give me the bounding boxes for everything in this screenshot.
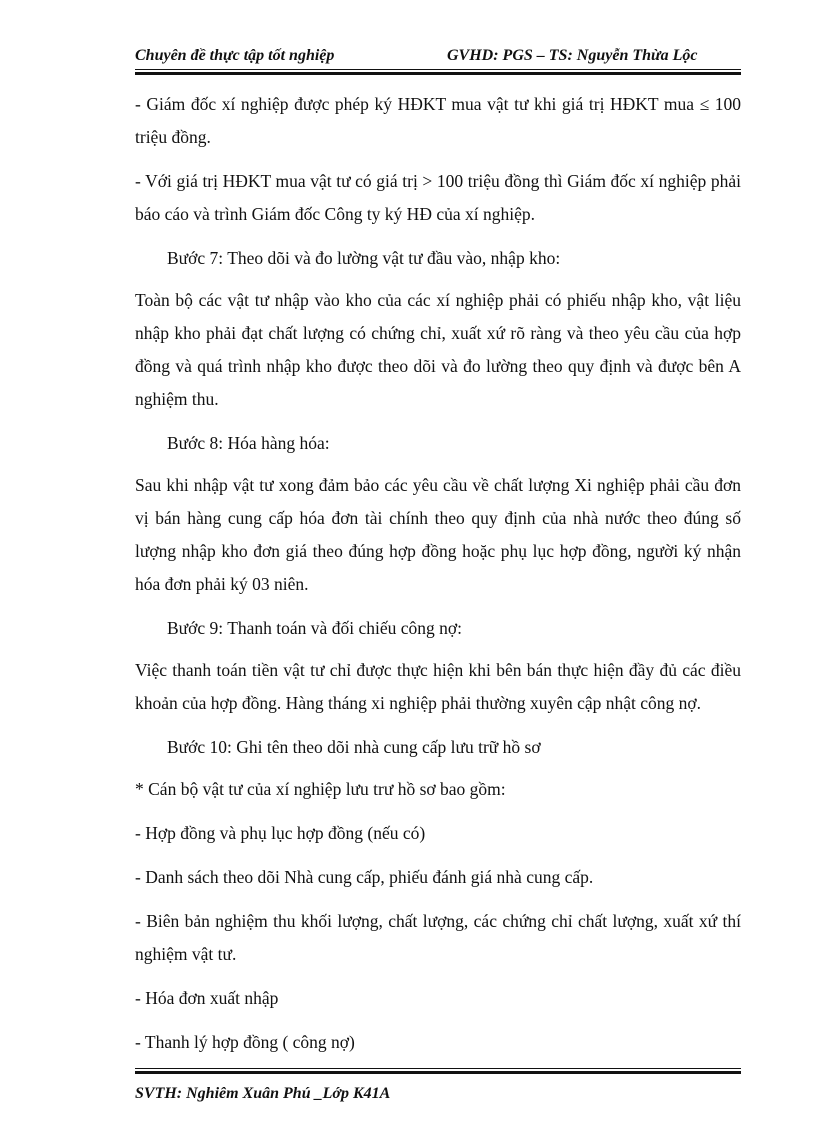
- header-advisor: GVHD: PGS – TS: Nguyễn Thừa Lộc: [447, 47, 698, 64]
- list-item: - Thanh lý hợp đồng ( công nợ): [135, 1032, 355, 1052]
- list-item: - Danh sách theo dõi Nhà cung cấp, phiếu đánh giá nhà cung cấp.: [135, 867, 594, 887]
- header-rule-thin: [135, 69, 741, 70]
- paragraph: - Với giá trị HĐKT mua vật tư có giá trị > 100 triệu đồng thì Giám đốc xí nghiệp phải báo cáo và trình Giám đốc Công ty ký HĐ của xí nghiệp.: [135, 171, 741, 224]
- header-title: Chuyên đề thực tập tốt nghiệp: [135, 47, 335, 64]
- paragraph: Toàn bộ các vật tư nhập vào kho của các xí nghiệp phải có phiếu nhập kho, vật liệu nhập kho phải đạt chất lượng có chứng chỉ, xuất xứ rõ ràng và theo yêu cầu của hợp đồng và quá trình nhập kho được theo dõi và đo lường theo quy định và được bên A nghiệm thu.: [135, 290, 741, 409]
- paragraph: Sau khi nhập vật tư xong đảm bảo các yêu cầu về chất lượng Xi nghiệp phải cầu đơn vị bán hàng cung cấp hóa đơn tài chính theo quy định của nhà nước theo đúng số lượng nhập kho đơn giá theo đúng hợp đồng hoặc phụ lục hợp đồng, người ký nhận hóa đơn phải ký 03 niên.: [135, 475, 741, 594]
- step-heading: Bước 9: Thanh toán và đối chiếu công nợ:: [167, 618, 462, 638]
- step-heading: Bước 7: Theo dõi và đo lường vật tư đầu vào, nhập kho:: [167, 248, 561, 268]
- paragraph: Việc thanh toán tiền vật tư chỉ được thực hiện khi bên bán thực hiện đầy đủ các điều khoản của hợp đồng. Hàng tháng xi nghiệp phải thường xuyên cập nhật công nợ.: [135, 660, 741, 713]
- step-heading: Bước 8: Hóa hàng hóa:: [167, 433, 330, 453]
- page-header: [135, 47, 741, 69]
- paragraph: - Giám đốc xí nghiệp được phép ký HĐKT mua vật tư khi giá trị HĐKT mua ≤ 100 triệu đồng.: [135, 94, 741, 147]
- list-item: - Hợp đồng và phụ lục hợp đồng (nếu có): [135, 823, 426, 843]
- footer-rule-thin: [135, 1068, 741, 1069]
- page-footer: SVTH: Nghiêm Xuân Phú _Lớp K41A: [135, 1085, 391, 1102]
- list-intro: * Cán bộ vật tư của xí nghiệp lưu trư hồ sơ bao gồm:: [135, 779, 506, 799]
- step-heading: Bước 10: Ghi tên theo dõi nhà cung cấp lưu trữ hồ sơ: [167, 737, 541, 757]
- list-item: - Hóa đơn xuất nhập: [135, 988, 279, 1008]
- list-item: - Biên bản nghiệm thu khối lượng, chất lượng, các chứng chỉ chất lượng, xuất xứ thí nghiệm vật tư.: [135, 911, 741, 964]
- document-body: [135, 88, 741, 1070]
- header-rule-thick: [135, 72, 741, 75]
- footer-rule-thick: [135, 1071, 741, 1074]
